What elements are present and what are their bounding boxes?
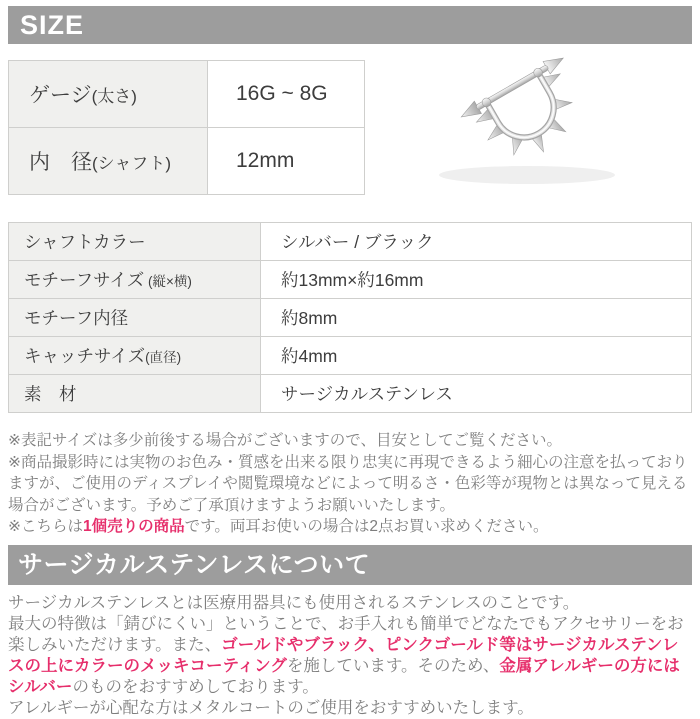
row-value: 約13mm×約16mm — [261, 261, 692, 299]
row-label: キャッチサイズ(直径) — [9, 337, 261, 375]
highlighted-text: 金属アレルギーの方にはシルバー — [8, 656, 680, 697]
size-notes — [8, 430, 692, 538]
spec-table-row — [9, 299, 692, 337]
row-value: 16G ~ 8G — [208, 61, 365, 128]
spec-table-row — [9, 261, 692, 299]
highlighted-text: ゴールドやブラック、ピンクゴールド等はサージカルステンレスの上にカラーのメッキコーティング — [8, 635, 679, 675]
spec-table-row — [9, 375, 692, 413]
spiked-ring-icon — [399, 45, 659, 195]
row-label-note: (縦×横) — [144, 274, 192, 289]
row-label-note: (直径) — [145, 350, 182, 365]
note-line: ※商品撮影時には実物のお色み・質感を出来る限り忠実に再現できるよう細心の注意を払っておりますが、ご使用のディスプレイや閲覧環境などによって明るさ・色彩等が現物とは異なって見える場合がございます。予めご了承頂けますようお願いいたします。 — [8, 453, 688, 514]
row-label-note: (太さ) — [91, 87, 137, 106]
size-section-header: SIZE — [8, 6, 692, 44]
size-table-row — [9, 61, 365, 128]
size-content-row — [8, 60, 692, 195]
row-value: 約8mm — [261, 299, 692, 337]
about-line: アレルギーが心配な方はメタルコートのご使用をおすすめいたします。 — [8, 699, 534, 718]
about-line: 最大の特徴は「錆びにくい」ということで、お手入れも簡単でどなたでもアクセサリーをお楽しみいただけます。また、ゴールドやブラック、ピンクゴールド等はサージカルステンレスの上にカラーのメッキコーティングを施しています。そのため、金属アレルギーの方にはシルバーのものをおすすめしております。 — [8, 614, 684, 697]
spec-table — [8, 222, 692, 413]
row-label: モチーフ内径 — [9, 299, 261, 337]
row-value: サージカルステンレス — [261, 375, 692, 413]
spec-table-row — [9, 223, 692, 261]
about-line: サージカルステンレスとは医療用器具にも使用されるステンレスのことです。 — [8, 593, 580, 612]
row-label: ゲージ(太さ) — [9, 61, 208, 128]
about-section-header: サージカルステンレスについて — [8, 545, 692, 585]
note-line: ※こちらは1個売りの商品です。両耳お使いの場合は2点お買い求めください。 — [8, 518, 549, 536]
size-table — [8, 60, 365, 195]
row-value: シルバー / ブラック — [261, 223, 692, 261]
row-label-note: (シャフト) — [92, 154, 171, 173]
size-table-row — [9, 128, 365, 195]
note-line: ※表記サイズは多少前後する場合がございますので、目安としてご覧ください。 — [8, 432, 562, 449]
product-photo — [365, 45, 692, 195]
row-value: 約4mm — [261, 337, 692, 375]
row-label: 素 材 — [9, 375, 261, 413]
row-value: 12mm — [208, 128, 365, 195]
row-label: 内 径(シャフト) — [9, 128, 208, 195]
about-text — [8, 593, 692, 719]
highlighted-text: 1個売りの商品 — [83, 518, 185, 536]
row-label: モチーフサイズ (縦×横) — [9, 261, 261, 299]
spec-table-row — [9, 337, 692, 375]
row-label: シャフトカラー — [9, 223, 261, 261]
